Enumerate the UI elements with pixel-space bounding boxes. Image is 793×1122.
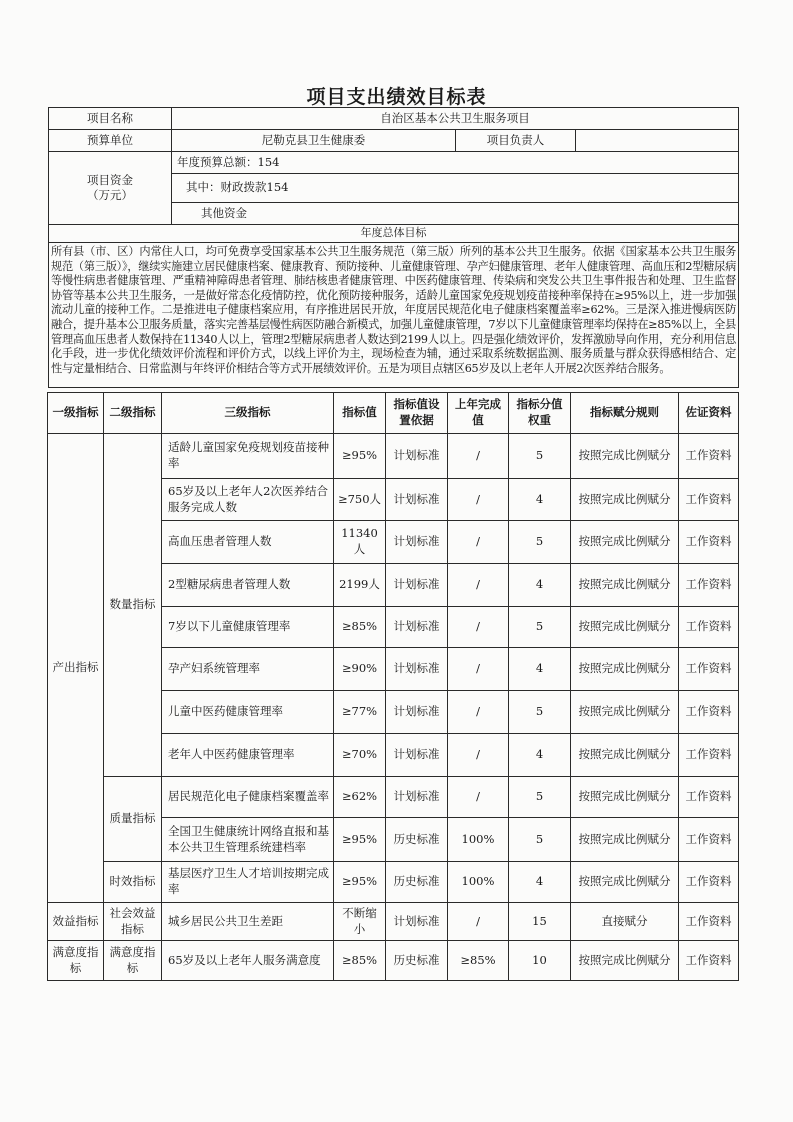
overall-goal-text: 所有县（市、区）内常住人口，均可免费享受国家基本公共卫生服务规范（第三版）所列的基本公共卫生服务。依据《国家基本公共卫生服务规范（第三版）》，继续实施建立居民健康档案、健康教育、预防接种、儿童健康管理、孕产妇健康管理、老年人健康管理、高血压和2型糖尿病等慢性病患者健康管理、严重精神障碍患者管理、肺结核患者健康管理、中医药健康管理、传染病和突发公共卫生事件报告和处理、卫生监督协管等基本公共卫生服务，一是做好常态化疫情防控，优化预防接种服务，适龄儿童国家免疫规划疫苗接种率保持在≥95%以上，进一步加强流动儿童的接种工作。二是推进电子健康档案应用，有序推进居民开放，年度居民规范化电子健康档案覆盖率≥62%。三是深入推进慢病医防融合，提升基本公卫服务质量，落实完善基层慢性病医防融合新模式，加强儿童健康管理，7岁以下儿童健康管理率均保持在≥85%以上，全县管理高血压患者人数保持在11340人以上，管理2型糖尿病患者人数达到2199人以上。四是强化绩效评价，发挥激励导向作用，充分利用信息化手段，进一步优化绩效评价流程和评价方式，以线上评价为主，现场检查为辅，通过采取系统数据监测、服务质量与群众获得感相结合、定性与定量相结合、日常监测与年终评价相结合等方式开展绩效评价。五是为项目点辖区65岁及以上老年人开展2次医养结合服务。	[49, 243, 739, 388]
indicator-name: 65岁及以上老年人服务满意度	[162, 941, 334, 981]
indicator-basis: 计划标准	[386, 903, 448, 941]
indicator-basis: 计划标准	[386, 479, 448, 521]
funds-label-line1: 项目资金	[87, 173, 133, 187]
col-header-evidence: 佐证资料	[679, 393, 739, 434]
overall-goal-label: 年度总体目标	[49, 225, 739, 243]
indicator-value: ≥70%	[334, 734, 386, 777]
funds-label	[49, 152, 172, 225]
project-leader-label: 项目负责人	[456, 130, 576, 152]
indicator-weight: 4	[509, 862, 571, 903]
indicator-name: 65岁及以上老年人2次医养结合服务完成人数	[162, 479, 334, 521]
overall-goal-label-row	[49, 225, 739, 243]
indicator-evidence: 工作资料	[679, 903, 739, 941]
indicator-last-year: ≥85%	[448, 941, 509, 981]
indicator-value: ≥95%	[334, 434, 386, 479]
indicator-rule: 按照完成比例赋分	[571, 691, 679, 734]
indicator-name: 全国卫生健康统计网络直报和基本公共卫生管理系统建档率	[162, 818, 334, 862]
indicator-evidence: 工作资料	[679, 777, 739, 818]
col-header-level1: 一级指标	[48, 393, 104, 434]
indicator-name: 老年人中医药健康管理率	[162, 734, 334, 777]
indicator-name: 儿童中医药健康管理率	[162, 691, 334, 734]
indicator-evidence: 工作资料	[679, 434, 739, 479]
col-header-rule: 指标赋分规则	[571, 393, 679, 434]
table-row	[48, 862, 739, 903]
fiscal-allocation: 其中：财政拨款154	[172, 174, 739, 203]
indicator-basis: 计划标准	[386, 734, 448, 777]
indicator-evidence: 工作资料	[679, 521, 739, 564]
indicator-weight: 5	[509, 521, 571, 564]
indicator-name: 孕产妇系统管理率	[162, 648, 334, 691]
indicator-rule: 按照完成比例赋分	[571, 862, 679, 903]
indicator-name: 基层医疗卫生人才培训按期完成率	[162, 862, 334, 903]
table-row	[48, 903, 739, 941]
indicator-value: 2199人	[334, 564, 386, 607]
indicator-basis: 计划标准	[386, 564, 448, 607]
indicator-rule: 按照完成比例赋分	[571, 564, 679, 607]
indicator-last-year: /	[448, 479, 509, 521]
indicator-basis: 历史标准	[386, 941, 448, 981]
indicator-evidence: 工作资料	[679, 734, 739, 777]
group-timeliness: 时效指标	[104, 862, 162, 903]
col-header-level3: 三级指标	[162, 393, 334, 434]
indicator-name: 居民规范化电子健康档案覆盖率	[162, 777, 334, 818]
funds-label-line2: （万元）	[87, 188, 133, 202]
indicator-last-year: /	[448, 434, 509, 479]
indicator-rule: 按照完成比例赋分	[571, 941, 679, 981]
indicator-basis: 计划标准	[386, 691, 448, 734]
indicator-value: ≥90%	[334, 648, 386, 691]
group-satisfaction: 满意度指标	[48, 941, 104, 981]
indicator-last-year: /	[448, 521, 509, 564]
group-quality: 质量指标	[104, 777, 162, 862]
indicator-table	[47, 392, 739, 981]
indicator-rule: 按照完成比例赋分	[571, 648, 679, 691]
indicator-basis: 计划标准	[386, 607, 448, 648]
indicator-basis: 计划标准	[386, 777, 448, 818]
indicator-weight: 4	[509, 648, 571, 691]
group-output: 产出指标	[48, 434, 104, 903]
indicator-rule: 按照完成比例赋分	[571, 777, 679, 818]
indicator-evidence: 工作资料	[679, 648, 739, 691]
indicator-rule: 直接赋分	[571, 903, 679, 941]
indicator-last-year: 100%	[448, 818, 509, 862]
indicator-rule: 按照完成比例赋分	[571, 734, 679, 777]
indicator-last-year: /	[448, 903, 509, 941]
indicator-name: 7岁以下儿童健康管理率	[162, 607, 334, 648]
group-satisfaction-sub: 满意度指标	[104, 941, 162, 981]
budget-unit-row	[49, 130, 739, 152]
indicator-evidence: 工作资料	[679, 564, 739, 607]
indicator-weight: 5	[509, 777, 571, 818]
indicator-value: 11340人	[334, 521, 386, 564]
indicator-value: ≥85%	[334, 941, 386, 981]
indicator-evidence: 工作资料	[679, 607, 739, 648]
indicator-evidence: 工作资料	[679, 818, 739, 862]
indicator-name: 高血压患者管理人数	[162, 521, 334, 564]
indicator-rule: 按照完成比例赋分	[571, 521, 679, 564]
col-header-last-year: 上年完成值	[448, 393, 509, 434]
indicator-weight: 4	[509, 734, 571, 777]
indicator-value: ≥77%	[334, 691, 386, 734]
col-header-value: 指标值	[334, 393, 386, 434]
indicator-value: ≥95%	[334, 862, 386, 903]
indicator-evidence: 工作资料	[679, 941, 739, 981]
indicator-value: ≥85%	[334, 607, 386, 648]
indicator-weight: 15	[509, 903, 571, 941]
indicator-weight: 5	[509, 691, 571, 734]
indicator-weight: 4	[509, 564, 571, 607]
overall-goal-text-row	[49, 243, 739, 388]
col-header-weight: 指标分值权重	[509, 393, 571, 434]
project-leader-value	[576, 130, 739, 152]
indicator-weight: 5	[509, 434, 571, 479]
group-quantity: 数量指标	[104, 434, 162, 777]
project-name-label: 项目名称	[49, 108, 172, 130]
indicator-weight: 10	[509, 941, 571, 981]
budget-unit-value: 尼勒克县卫生健康委	[172, 130, 456, 152]
table-row	[48, 941, 739, 981]
budget-unit-label: 预算单位	[49, 130, 172, 152]
indicator-name: 2型糖尿病患者管理人数	[162, 564, 334, 607]
project-info-table	[48, 107, 739, 388]
col-header-basis: 指标值设置依据	[386, 393, 448, 434]
indicator-rule: 按照完成比例赋分	[571, 818, 679, 862]
indicator-rule: 按照完成比例赋分	[571, 479, 679, 521]
indicator-rule: 按照完成比例赋分	[571, 607, 679, 648]
indicator-weight: 5	[509, 607, 571, 648]
indicator-value: ≥750人	[334, 479, 386, 521]
col-header-level2: 二级指标	[104, 393, 162, 434]
table-row	[48, 777, 739, 818]
indicator-value: ≥95%	[334, 818, 386, 862]
indicator-weight: 5	[509, 818, 571, 862]
annual-budget-total: 年度预算总额：154	[172, 152, 739, 174]
table-header-row	[48, 393, 739, 434]
other-funds: 其他资金	[172, 203, 739, 225]
indicator-basis: 计划标准	[386, 521, 448, 564]
project-name-row	[49, 108, 739, 130]
project-name-value: 自治区基本公共卫生服务项目	[172, 108, 739, 130]
indicator-evidence: 工作资料	[679, 862, 739, 903]
indicator-last-year: /	[448, 734, 509, 777]
indicator-value: ≥62%	[334, 777, 386, 818]
group-social-benefit: 社会效益指标	[104, 903, 162, 941]
page-title: 项目支出绩效目标表	[306, 86, 487, 108]
indicator-weight: 4	[509, 479, 571, 521]
indicator-last-year: /	[448, 607, 509, 648]
indicator-name: 城乡居民公共卫生差距	[162, 903, 334, 941]
indicator-basis: 计划标准	[386, 648, 448, 691]
indicator-last-year: 100%	[448, 862, 509, 903]
indicator-name: 适龄儿童国家免疫规划疫苗接种率	[162, 434, 334, 479]
indicator-value: 不断缩小	[334, 903, 386, 941]
indicator-basis: 历史标准	[386, 818, 448, 862]
table-row	[48, 434, 739, 479]
indicator-evidence: 工作资料	[679, 691, 739, 734]
indicator-last-year: /	[448, 648, 509, 691]
funds-row-1	[49, 152, 739, 174]
indicator-last-year: /	[448, 777, 509, 818]
indicator-evidence: 工作资料	[679, 479, 739, 521]
indicator-basis: 计划标准	[386, 434, 448, 479]
group-benefit: 效益指标	[48, 903, 104, 941]
indicator-rule: 按照完成比例赋分	[571, 434, 679, 479]
indicator-basis: 历史标准	[386, 862, 448, 903]
indicator-last-year: /	[448, 691, 509, 734]
indicator-last-year: /	[448, 564, 509, 607]
